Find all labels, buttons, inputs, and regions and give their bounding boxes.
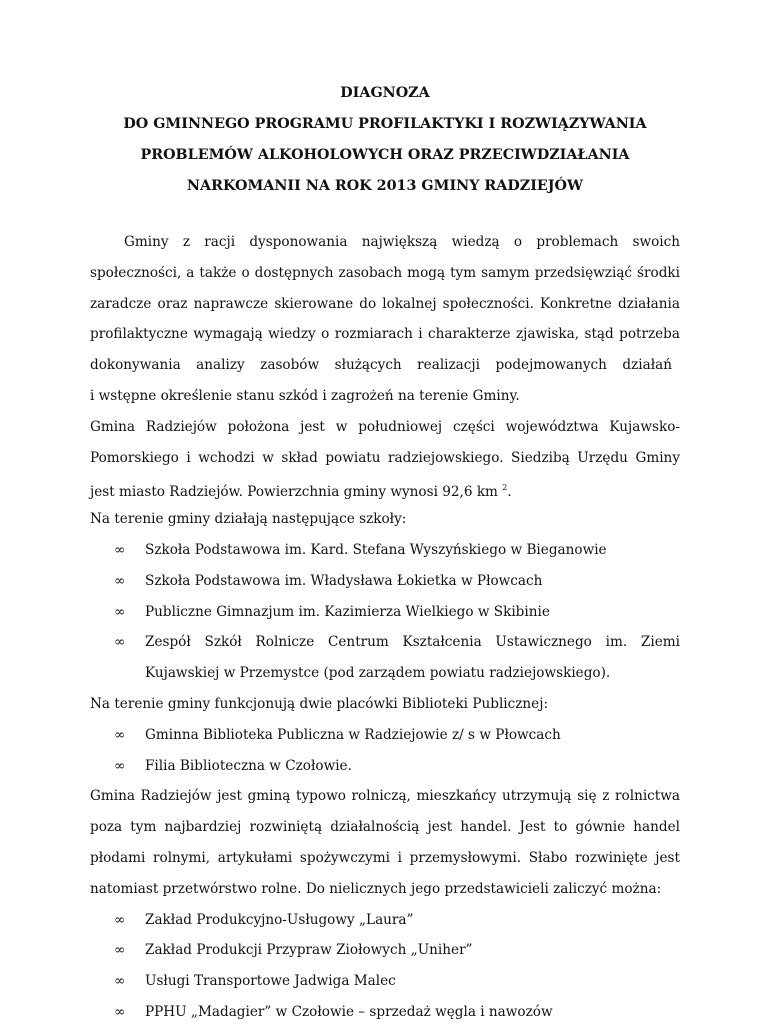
school-name: Szkoła Podstawowa im. Kard. Stefana Wyszyńskiego w Bieganowie — [145, 541, 607, 558]
document-body — [90, 227, 680, 1028]
economy-line: płodami rolnymi, artykułami spożywczymi i przemysłowymi. Słabo rozwinięte jest — [90, 849, 680, 866]
list-item — [90, 535, 680, 566]
infinity-bullet-icon: ∞ — [114, 942, 126, 959]
intro-line: i wstępne określenie stanu szkód i zagrożeń na terenie Gminy. — [90, 387, 520, 404]
school-name: Zespół Szkół Rolnicze Centrum Kształcenia Ustawicznego im. Ziemi — [145, 634, 680, 651]
document-page — [90, 0, 680, 1020]
intro-line: profilaktyczne wymagają wiedzy o rozmiarach i charakterze zjawiska, stąd potrzeba — [90, 326, 680, 343]
schools-heading: Na terenie gminy działają następujące szkoły: — [90, 511, 407, 528]
company-name: Zakład Produkcji Przypraw Ziołowych „Uniher” — [145, 942, 473, 959]
company-name: Usługi Transportowe Jadwiga Malec — [145, 973, 396, 990]
list-item — [90, 966, 680, 997]
intro-line: społeczności, a także o dostępnych zasobach mogą tym samym przedsięwziąć środki — [90, 264, 680, 281]
infinity-bullet-icon: ∞ — [114, 603, 126, 620]
library-name: Gminna Biblioteka Publiczna w Radziejowie z/ s w Płowcach — [145, 726, 561, 743]
list-item — [90, 935, 680, 966]
list-item — [90, 997, 680, 1028]
libraries-heading: Na terenie gminy funkcjonują dwie placówki Biblioteki Publicznej: — [90, 695, 549, 712]
list-item — [90, 627, 680, 658]
area-superscript: 2 — [502, 483, 508, 493]
title-line: NARKOMANII NA ROK 2013 GMINY RADZIEJÓW — [186, 178, 584, 194]
library-name: Filia Biblioteczna w Czołowie. — [145, 757, 352, 774]
infinity-bullet-icon: ∞ — [114, 911, 126, 928]
list-item — [90, 905, 680, 936]
intro-line: dokonywania analizy zasobów służących realizacji podejmowanych działań — [90, 357, 672, 374]
location-line: Gmina Radziejów położona jest w południowej części województwa Kujawsko- — [90, 418, 680, 435]
infinity-bullet-icon: ∞ — [114, 973, 126, 990]
infinity-bullet-icon: ∞ — [114, 634, 126, 651]
location-line: Pomorskiego i wchodzi w skład powiatu radziejowskiego. Siedzibą Urzędu Gminy — [90, 449, 680, 466]
economy-line: Gmina Radziejów jest gminą typowo rolniczą, mieszkańcy utrzymują się z rolnictwa — [90, 788, 680, 805]
economy-line: poza tym najbardziej rozwiniętą działalnością jest handel. Jest to gównie handel — [90, 819, 680, 836]
intro-line: zaradcze oraz naprawcze skierowane do lokalnej społeczności. Konkretne działania — [90, 295, 680, 312]
infinity-bullet-icon: ∞ — [114, 1003, 126, 1020]
title-line: PROBLEMÓW ALKOHOLOWYCH ORAZ PRZECIWDZIAŁANIA — [140, 147, 630, 163]
infinity-bullet-icon: ∞ — [114, 572, 126, 589]
school-name: Szkoła Podstawowa im. Władysława Łokietka w Płowcach — [145, 572, 543, 589]
area-suffix: . — [507, 484, 512, 501]
list-item-continuation: Kujawskiej w Przemystce (pod zarządem powiatu radziejowskiego). — [145, 665, 611, 682]
intro-line: Gminy z racji dysponowania największą wiedzą o problemach swoich — [124, 234, 680, 250]
list-item — [90, 566, 680, 597]
list-item — [90, 597, 680, 628]
title-line: DO GMINNEGO PROGRAMU PROFILAKTYKI I ROZWIĄZYWANIA — [123, 116, 647, 132]
infinity-bullet-icon: ∞ — [114, 726, 126, 743]
area-text: jest miasto Radziejów. Powierzchnia gminy wynosi 92,6 km — [90, 484, 498, 501]
infinity-bullet-icon: ∞ — [114, 541, 126, 558]
list-item — [90, 720, 680, 751]
document-title — [90, 78, 680, 202]
location-line-area — [90, 473, 680, 504]
company-name: Zakład Produkcyjno-Usługowy „Laura” — [145, 911, 414, 928]
school-name: Publiczne Gimnazjum im. Kazimierza Wielkiego w Skibinie — [145, 603, 550, 620]
title-line: DIAGNOZA — [340, 85, 430, 101]
economy-line: natomiast przetwórstwo rolne. Do nielicznych jego przedstawicieli zaliczyć można: — [90, 880, 662, 897]
company-name: PPHU „Madagier” w Czołowie – sprzedaż węgla i nawozów — [145, 1003, 553, 1020]
list-item — [90, 751, 680, 782]
infinity-bullet-icon: ∞ — [114, 757, 126, 774]
